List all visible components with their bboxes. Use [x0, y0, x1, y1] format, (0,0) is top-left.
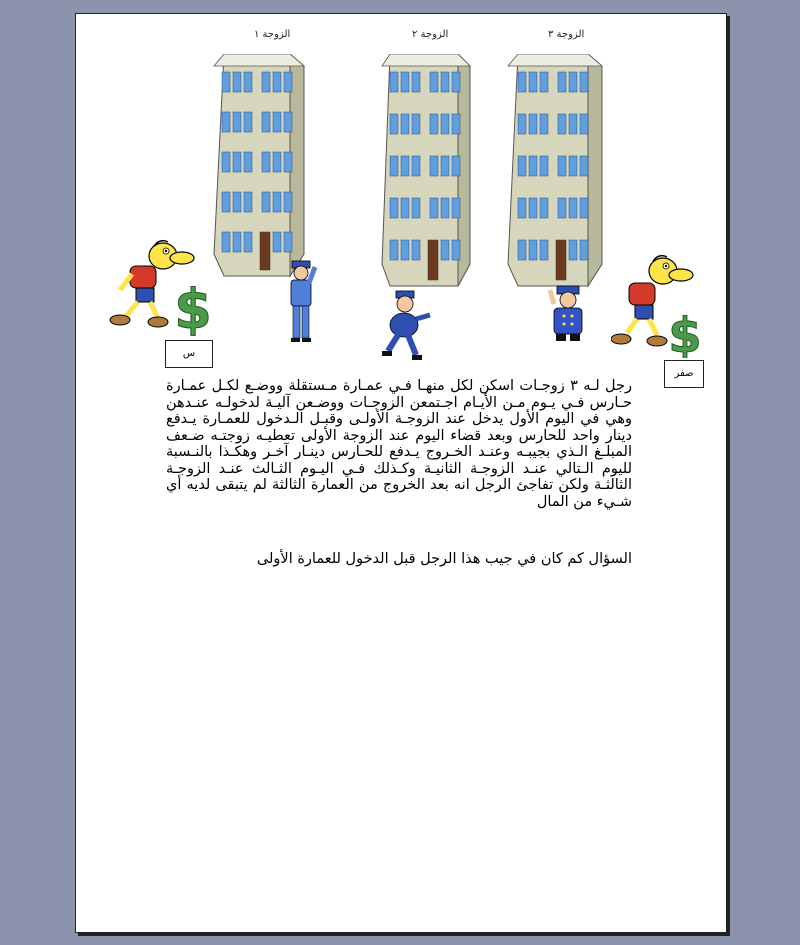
end-amount-box: صفر [664, 360, 704, 388]
building-icon [506, 54, 606, 289]
dollar-icon [668, 306, 702, 358]
wife-label-2: الزوجة ٢ [412, 29, 449, 40]
wife-label-1: الزوجة ١ [254, 29, 291, 40]
svg-text:$: $ [668, 308, 702, 358]
building-icon [380, 54, 475, 289]
police-officer-icon [546, 282, 588, 344]
start-amount-box: س [165, 340, 213, 368]
story-paragraph: رجل لـه ٣ زوجـات اسكن لكل منهـا فـي عمـارة مـستقلة ووضـع لكـل عمـارة حـارس فـي يـوم مـن الأيـام اجـتمعن الزوجـات ووضـعن آليـة لدخولـه عنـدهن وهي في اليوم الأول يدخل عند الزوجـة الأولـى وقبـل الـدخول للعمـارة يـدفع دينار واحد للحارس وبعد قضاء اليوم عند الزوجة الأولى تعطيـه زوجتـه ضـعف المبلـغ الـذي بجيبـه وعنـد الخـروج يـدفع للحـارس دينـار آخـر وهكـذا بالنـسبة لليوم الـتالي عنـد الزوجـة الثانيـة وكـذلك فـي اليـوم الثـالث عنـد الزوجـة الثالثـة ولكن تفاجئ الرجل انه بعد الخروج من العمارة الثالثة لم يتبقى لديه أي شـيء من المال [166, 378, 632, 510]
question-text: السؤال كم كان في جيب هذا الرجل قبل الدخول للعمارة الأولى [256, 551, 632, 567]
police-officer-icon [378, 289, 436, 364]
wife-label-3: الزوجة ٣ [548, 29, 585, 40]
dollar-icon [174, 278, 212, 336]
police-officer-icon [281, 259, 321, 344]
svg-text:$: $ [174, 278, 212, 336]
story-text [166, 378, 632, 510]
document-page [75, 13, 727, 933]
building-icon [212, 54, 307, 279]
